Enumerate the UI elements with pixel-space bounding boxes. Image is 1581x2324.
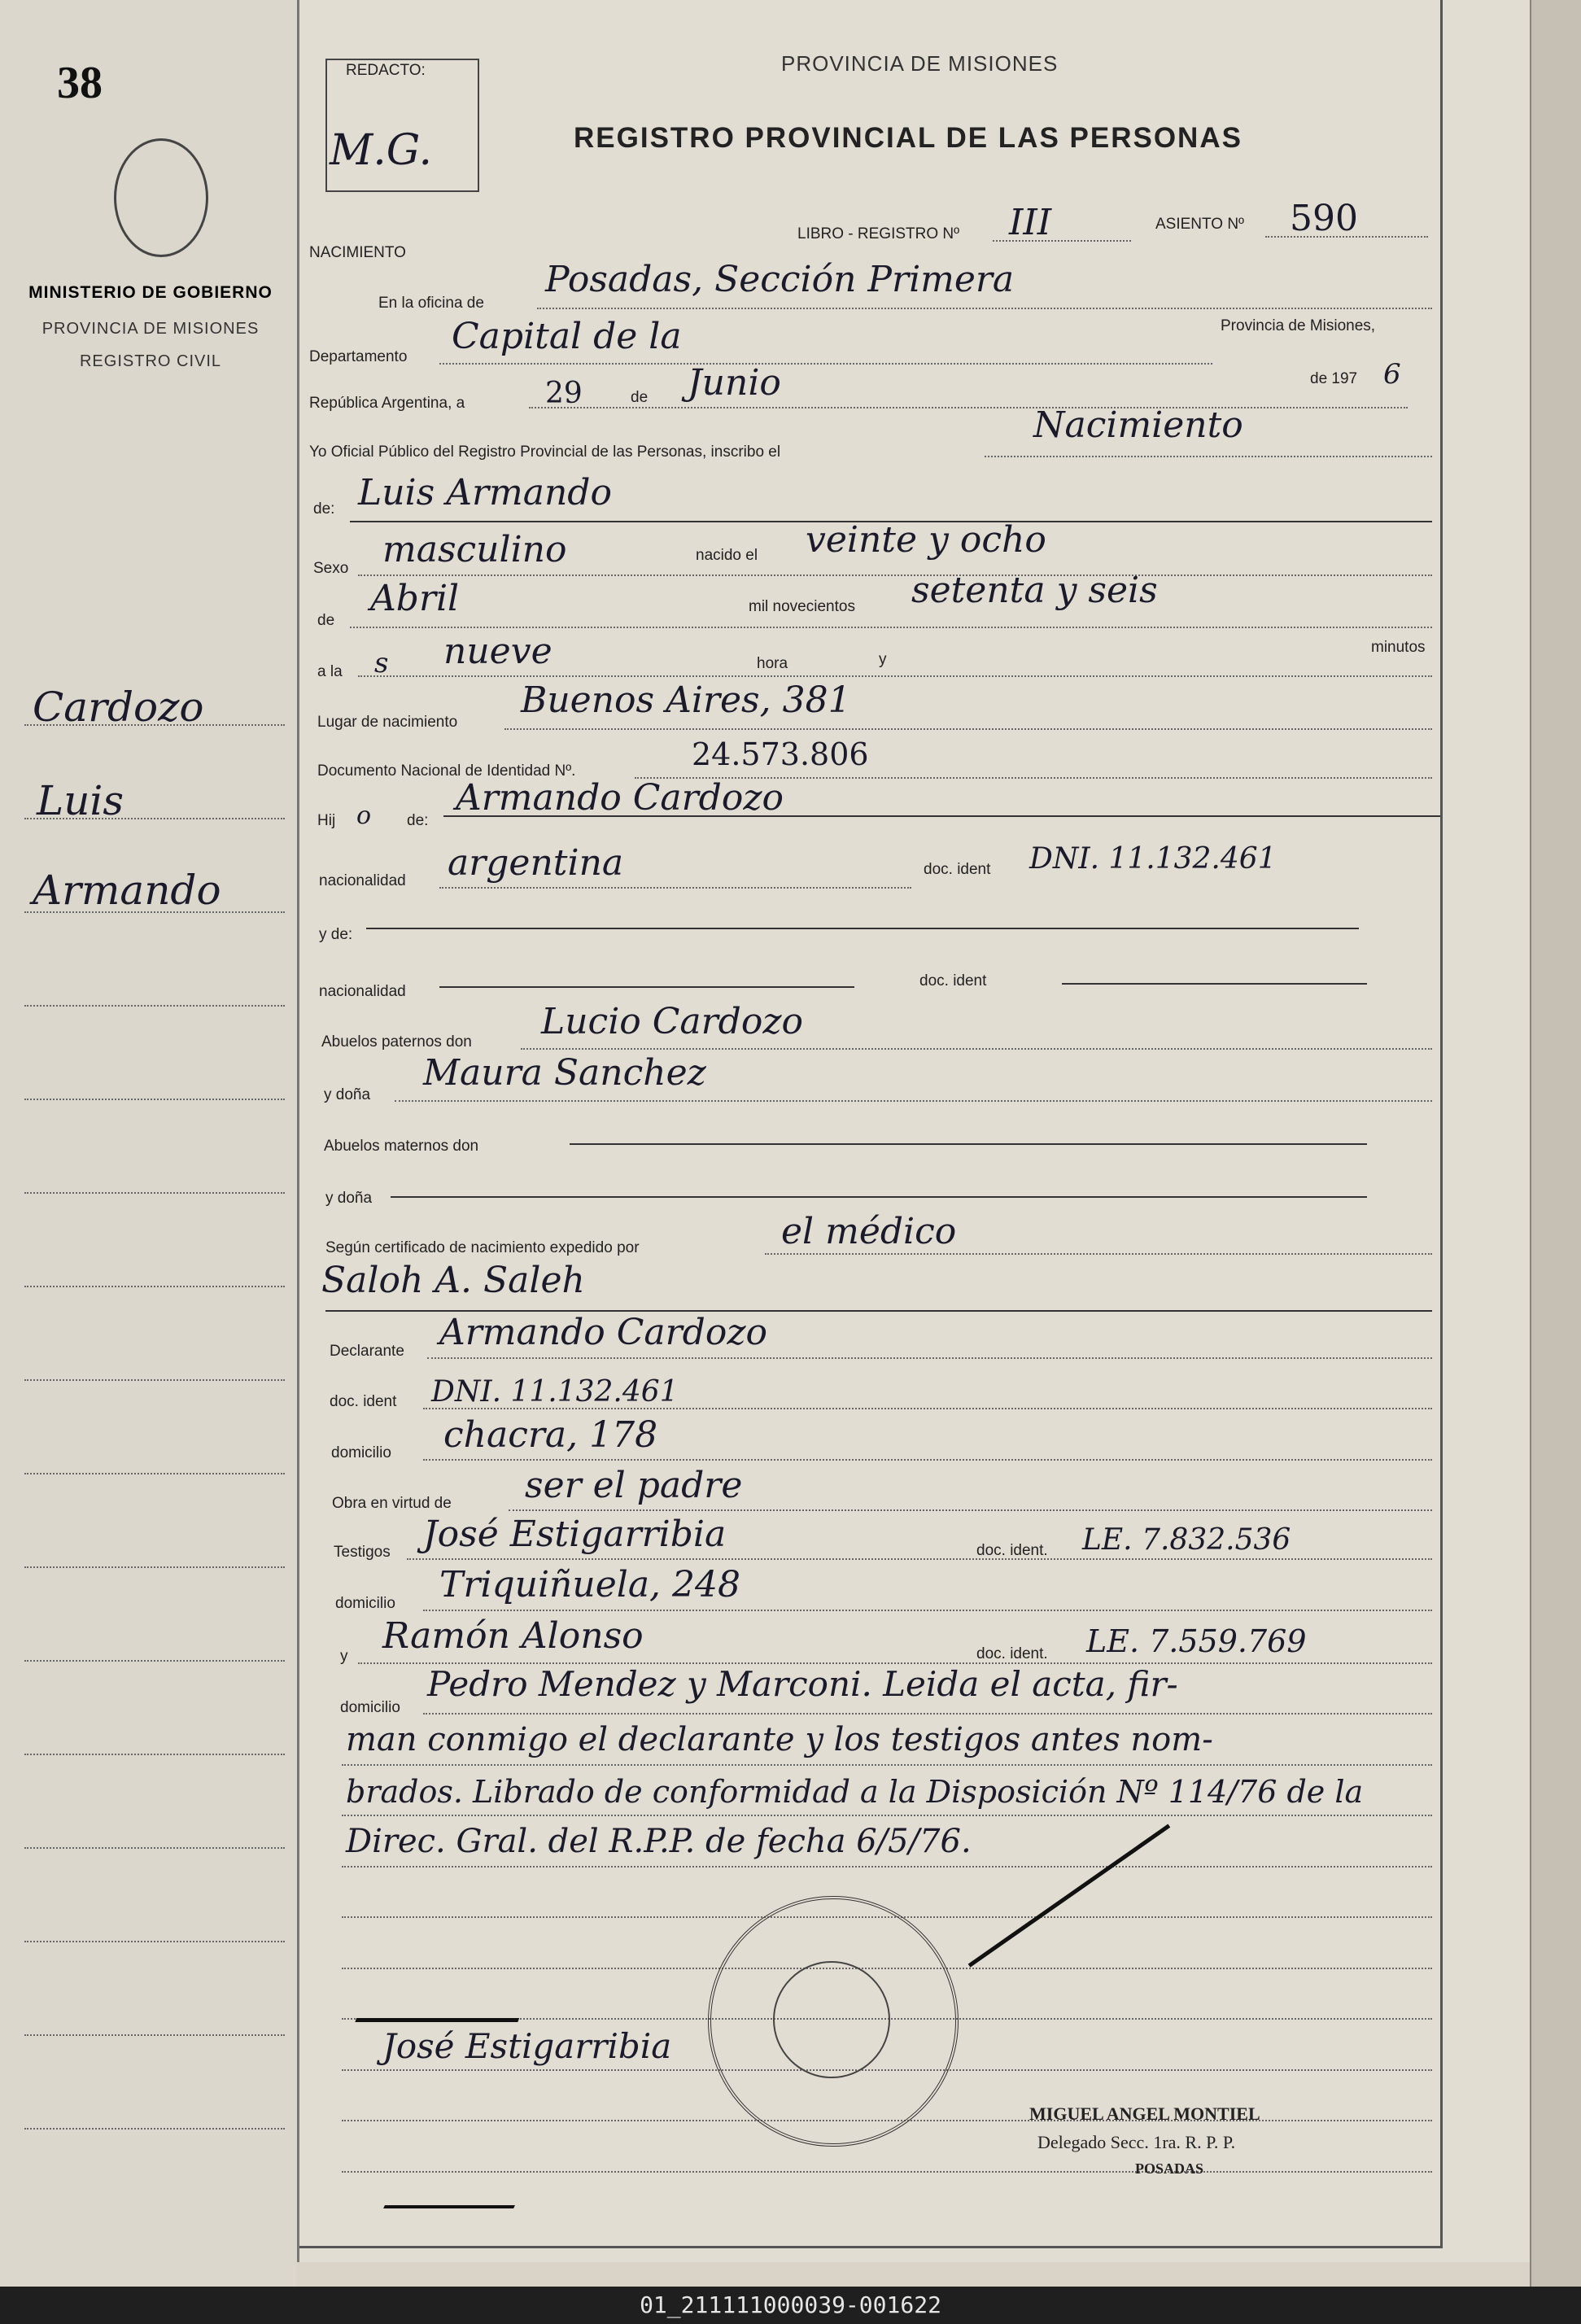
declarante-value: Armando Cardozo (439, 1312, 768, 1353)
province-heading: PROVINCIA DE MISIONES (781, 51, 1059, 76)
page-number: 38 (57, 58, 103, 108)
republica-label: República Argentina, a (309, 395, 465, 412)
de-mes-label: de (317, 612, 335, 629)
nacimiento-label: NACIMIENTO (309, 244, 406, 261)
oficial-value: Nacimiento (1033, 404, 1243, 446)
hora-value: nueve (443, 631, 552, 672)
medico-value: Saloh A. Saleh (321, 1260, 585, 1301)
stamp-emblem-icon (773, 1961, 890, 2078)
anio-label: de 197 (1310, 370, 1358, 387)
domicilio-label: domicilio (331, 1444, 391, 1461)
mil-label: mil novecientos (749, 598, 855, 615)
certificado-value: el médico (781, 1211, 957, 1252)
de-nombre-label: de: (313, 500, 335, 518)
lugar-value: Buenos Aires, 381 (521, 679, 851, 721)
nombre-value: Luis Armando (358, 472, 612, 513)
dni-value: 24.573.806 (692, 736, 869, 772)
form-frame-bottom (299, 2246, 1443, 2248)
nota-line-1: Pedro Mendez y Marconi. Leida el acta, fir- (427, 1664, 1178, 1704)
margin-name2: Armando (33, 867, 221, 914)
obra-label: Obra en virtud de (332, 1495, 452, 1512)
asiento-label: ASIENTO Nº (1155, 216, 1244, 233)
hijo-de-label: de: (407, 812, 429, 829)
dni-label: Documento Nacional de Identidad Nº. (317, 762, 576, 780)
mes-nac-value: Abril (370, 578, 460, 619)
oficina-value: Posadas, Sección Primera (545, 259, 1015, 300)
yde-label: y de: (319, 926, 353, 943)
alas-label: a la (317, 663, 343, 680)
nacionalidad-label: nacionalidad (319, 872, 406, 889)
delegado-role: Delegado Secc. 1ra. R. P. P. (1037, 2132, 1236, 2152)
registry-title: REGISTRO PROVINCIAL DE LAS PERSONAS (574, 122, 1243, 154)
abuelos-p-label: Abuelos paternos don (321, 1033, 472, 1051)
ministry-title: MINISTERIO DE GOBIERNO (28, 283, 273, 302)
nacionalidad-value: argentina (448, 842, 624, 884)
departamento-label: Departamento (309, 348, 408, 365)
margin-surname: Cardozo (33, 684, 204, 731)
y2-label: y (340, 1648, 348, 1665)
de-label: de (631, 389, 649, 406)
redacto-label: REDACTO: (346, 62, 426, 79)
ydona2-label: y doña (325, 1190, 373, 1207)
abuelo-p-value: Lucio Cardozo (541, 1001, 804, 1042)
ydona-label: y doña (324, 1086, 371, 1103)
provincia-misiones: Provincia de Misiones, (1221, 317, 1376, 334)
domicilio-value: chacra, 178 (443, 1414, 658, 1456)
margin-name1: Luis (37, 777, 124, 824)
mes-value: Junio (688, 362, 781, 404)
minutos-label: minutos (1371, 639, 1426, 656)
nacido-label: nacido el (696, 547, 758, 564)
y-label: y (879, 651, 887, 668)
obra-value: ser el padre (525, 1465, 743, 1506)
declarante-label: Declarante (330, 1343, 404, 1360)
ministry-province: PROVINCIA DE MISIONES (41, 320, 260, 338)
testigos-label: Testigos (334, 1544, 391, 1561)
asiento-value: 590 (1290, 198, 1358, 239)
certificado-label: Según certificado de nacimiento expedido por (325, 1239, 640, 1256)
docident4-label: doc. ident. (976, 1542, 1048, 1559)
form-frame-right (1440, 0, 1443, 2246)
ministry-registry: REGISTRO CIVIL (79, 352, 222, 370)
anio-value: 6 (1383, 358, 1401, 391)
delegado-name: MIGUEL ANGEL MONTIEL (1029, 2103, 1260, 2124)
domicilio3-label: domicilio (340, 1699, 400, 1716)
page-edge (1530, 0, 1581, 2287)
testigo-signature: José Estigarribia (382, 2026, 672, 2066)
dia-value: 29 (545, 377, 583, 410)
redacto-value: M.G. (330, 126, 432, 175)
padre-value: Armando Cardozo (456, 777, 784, 819)
docident5-label: doc. ident. (976, 1645, 1048, 1662)
docident2-label: doc. ident (919, 972, 987, 989)
nacionalidad2-label: nacionalidad (319, 983, 406, 1000)
abuelos-m-label: Abuelos maternos don (324, 1138, 479, 1155)
alas-suffix: s (374, 647, 389, 679)
left-margin (0, 0, 297, 2287)
ministry-seal-icon (114, 138, 208, 257)
lugar-label: Lugar de nacimiento (317, 714, 458, 731)
docident3-label: doc. ident (330, 1393, 397, 1410)
libro-label: LIBRO - REGISTRO Nº (797, 225, 960, 242)
docident3-value: DNI. 11.132.461 (431, 1375, 679, 1409)
delegado-city: POSADAS (1135, 2160, 1204, 2177)
domicilio2-value: Triquiñuela, 248 (439, 1564, 741, 1605)
libro-value: III (1009, 202, 1052, 243)
image-id-footer: 01_211111000039-001622 (0, 2287, 1581, 2324)
testigo2-value: Ramón Alonso (382, 1615, 644, 1657)
nota-line-3: brados. Librado de conformidad a la Disposición Nº 114/76 de la (346, 1774, 1364, 1810)
oficial-label: Yo Oficial Público del Registro Provincial de las Personas, inscribo el (309, 443, 781, 461)
abuela-p-value: Maura Sanchez (423, 1052, 706, 1094)
docident-value: DNI. 11.132.461 (1029, 842, 1277, 876)
departamento-value: Capital de la (452, 316, 682, 357)
hijo-label: Hij (317, 812, 336, 829)
horas-label: hora (757, 655, 788, 672)
docident4-value: LE. 7.832.536 (1082, 1523, 1291, 1557)
testigo1-value: José Estigarribia (423, 1514, 727, 1555)
anio-nac-value: setenta y seis (911, 570, 1158, 611)
nota-line-2: man conmigo el declarante y los testigos antes nom- (346, 1721, 1213, 1758)
sexo-label: Sexo (313, 560, 349, 577)
docident-label: doc. ident (924, 861, 991, 878)
sexo-value: masculino (382, 529, 567, 570)
hijo-suffix: o (356, 802, 372, 830)
nacido-value: veinte y ocho (806, 519, 1046, 561)
nota-line-4: Direc. Gral. del R.P.P. de fecha 6/5/76. (346, 1823, 972, 1860)
docident5-value: LE. 7.559.769 (1086, 1623, 1307, 1659)
domicilio2-label: domicilio (335, 1595, 395, 1612)
oficina-label: En la oficina de (378, 295, 484, 312)
